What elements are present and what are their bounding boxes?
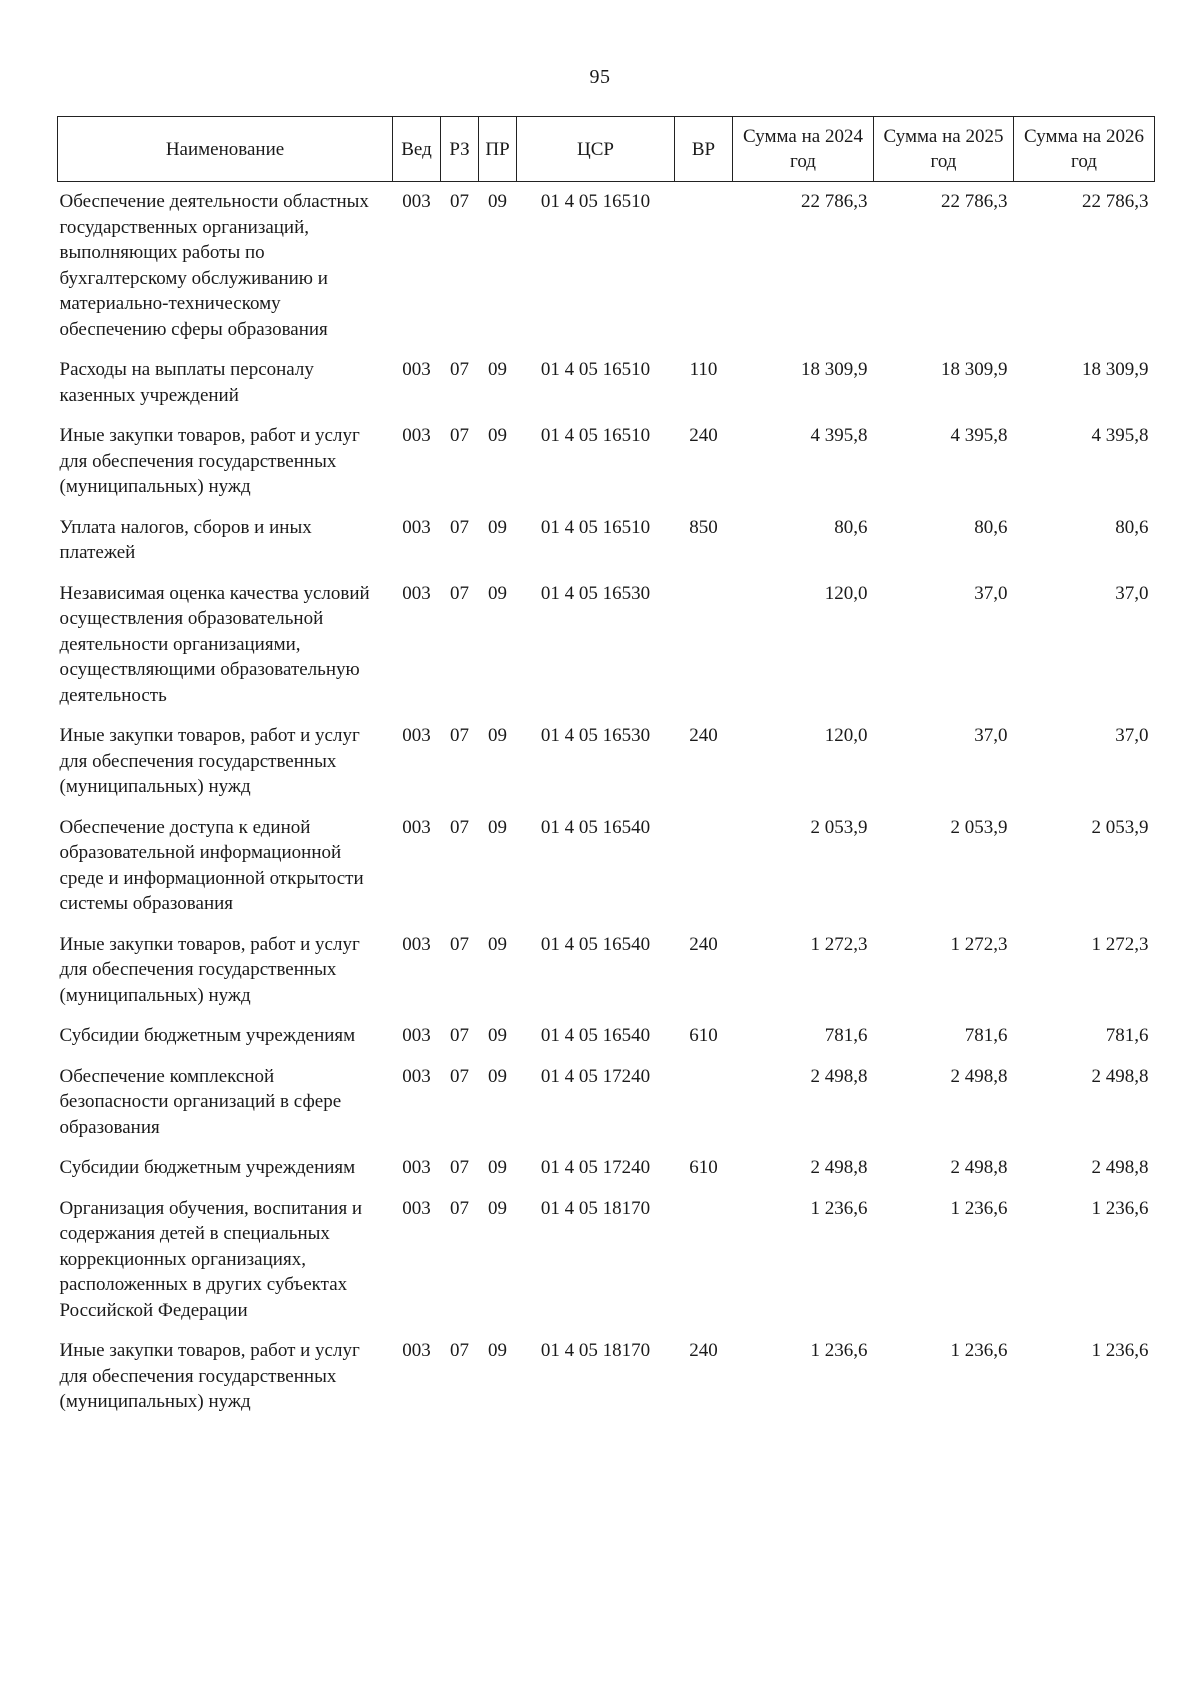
cell-ved: 003 xyxy=(402,1025,431,1046)
cell-sum-2025: 2 498,8 xyxy=(950,1157,1008,1178)
cell-csr: 01 4 05 17240 xyxy=(540,1157,651,1178)
cell-sum-2026: 37,0 xyxy=(1115,582,1149,604)
table-body xyxy=(58,182,1155,1423)
cell-sum-2024: 781,6 xyxy=(824,1025,868,1046)
cell-vr xyxy=(675,808,733,925)
cell-vr: 240 xyxy=(689,725,718,746)
cell-rz: 07 xyxy=(450,516,469,538)
cell-sum-2026: 1 236,6 xyxy=(1091,1340,1149,1361)
cell-csr: 01 4 05 16530 xyxy=(540,582,651,604)
cell-name: Иные закупки товаров, работ и услуг для обеспечения государственных (муниципальных) нужд xyxy=(59,725,360,797)
cell-rz: 07 xyxy=(450,933,469,955)
cell-sum-2026: 22 786,3 xyxy=(1082,191,1149,212)
header-csr: ЦСР xyxy=(517,117,675,182)
cell-pr: 09 xyxy=(488,1025,507,1046)
cell-pr: 09 xyxy=(488,516,507,538)
cell-sum-2025: 1 236,6 xyxy=(950,1340,1008,1361)
cell-csr: 01 4 05 18170 xyxy=(540,1340,651,1361)
cell-vr: 240 xyxy=(689,425,718,446)
table-row xyxy=(58,808,1155,925)
cell-rz: 07 xyxy=(450,359,469,380)
table-row xyxy=(58,416,1155,508)
cell-pr: 09 xyxy=(488,933,507,955)
header-sum-2026: Сумма на 2026 год xyxy=(1014,117,1155,182)
cell-ved: 003 xyxy=(402,816,431,838)
cell-sum-2024: 2 498,8 xyxy=(810,1065,868,1087)
cell-rz: 07 xyxy=(450,816,469,838)
cell-sum-2026: 37,0 xyxy=(1115,725,1149,746)
cell-vr xyxy=(675,1057,733,1149)
cell-sum-2026: 781,6 xyxy=(1105,1025,1149,1046)
cell-csr: 01 4 05 16510 xyxy=(540,425,651,446)
cell-pr: 09 xyxy=(488,191,507,212)
table-row xyxy=(58,1057,1155,1149)
cell-pr: 09 xyxy=(488,359,507,380)
cell-name: Субсидии бюджетным учреждениям xyxy=(59,1025,356,1046)
cell-ved: 003 xyxy=(402,1157,431,1178)
cell-sum-2024: 4 395,8 xyxy=(810,425,868,446)
table-row xyxy=(58,508,1155,574)
cell-sum-2026: 2 498,8 xyxy=(1091,1065,1149,1087)
cell-name: Субсидии бюджетным учреждениям xyxy=(59,1157,356,1178)
cell-ved: 003 xyxy=(402,1340,431,1361)
cell-ved: 003 xyxy=(402,582,431,604)
header-rz: РЗ xyxy=(441,117,479,182)
cell-csr: 01 4 05 16540 xyxy=(540,1025,651,1046)
cell-ved: 003 xyxy=(402,191,431,212)
cell-sum-2024: 2 053,9 xyxy=(810,816,868,838)
cell-vr: 610 xyxy=(689,1025,718,1046)
header-vr: ВР xyxy=(675,117,733,182)
cell-vr xyxy=(675,182,733,351)
cell-sum-2024: 22 786,3 xyxy=(801,191,868,212)
cell-ved: 003 xyxy=(402,725,431,746)
table-row xyxy=(58,1148,1155,1189)
header-name: Наименование xyxy=(58,117,393,182)
cell-sum-2024: 18 309,9 xyxy=(801,359,868,380)
cell-name: Иные закупки товаров, работ и услуг для обеспечения государственных (муниципальных) нужд xyxy=(59,1340,360,1412)
table-row xyxy=(58,574,1155,717)
cell-sum-2026: 2 053,9 xyxy=(1091,816,1149,838)
cell-sum-2025: 37,0 xyxy=(974,582,1008,604)
cell-rz: 07 xyxy=(450,191,469,212)
cell-pr: 09 xyxy=(488,1157,507,1178)
cell-csr: 01 4 05 16540 xyxy=(540,816,651,838)
cell-sum-2025: 1 236,6 xyxy=(950,1197,1008,1219)
cell-sum-2025: 80,6 xyxy=(974,516,1008,538)
table-row xyxy=(58,1016,1155,1057)
cell-sum-2025: 1 272,3 xyxy=(950,933,1008,955)
cell-sum-2026: 18 309,9 xyxy=(1082,359,1149,380)
cell-pr: 09 xyxy=(488,1340,507,1361)
cell-sum-2025: 37,0 xyxy=(974,725,1008,746)
table-row xyxy=(58,925,1155,1017)
cell-csr: 01 4 05 16510 xyxy=(540,191,651,212)
cell-sum-2026: 2 498,8 xyxy=(1091,1157,1149,1178)
cell-rz: 07 xyxy=(450,425,469,446)
cell-name: Организация обучения, воспитания и содержания детей в специальных коррекционных организациях, расположенных в других субъектах Российской Федерации xyxy=(59,1197,363,1321)
cell-sum-2024: 1 272,3 xyxy=(810,933,868,955)
cell-name: Иные закупки товаров, работ и услуг для обеспечения государственных (муниципальных) нужд xyxy=(59,933,360,1006)
cell-sum-2025: 4 395,8 xyxy=(950,425,1008,446)
cell-csr: 01 4 05 16530 xyxy=(540,725,651,746)
cell-ved: 003 xyxy=(402,1065,431,1087)
header-pr: ПР xyxy=(479,117,517,182)
cell-ved: 003 xyxy=(402,516,431,538)
cell-sum-2024: 120,0 xyxy=(824,582,868,604)
cell-rz: 07 xyxy=(450,1197,469,1219)
cell-csr: 01 4 05 16510 xyxy=(540,516,651,538)
cell-vr: 610 xyxy=(689,1157,718,1178)
cell-ved: 003 xyxy=(402,425,431,446)
cell-sum-2024: 120,0 xyxy=(824,725,868,746)
cell-rz: 07 xyxy=(450,1157,469,1178)
cell-ved: 003 xyxy=(402,1197,431,1219)
cell-sum-2026: 1 236,6 xyxy=(1091,1197,1149,1219)
cell-sum-2024: 80,6 xyxy=(834,516,868,538)
cell-name: Расходы на выплаты персоналу казенных учреждений xyxy=(59,359,314,406)
table-row xyxy=(58,1189,1155,1332)
cell-csr: 01 4 05 18170 xyxy=(540,1197,651,1219)
table-row xyxy=(58,350,1155,416)
cell-sum-2024: 1 236,6 xyxy=(810,1197,868,1219)
cell-rz: 07 xyxy=(450,1025,469,1046)
cell-name: Иные закупки товаров, работ и услуг для обеспечения государственных (муниципальных) нужд xyxy=(59,425,360,497)
cell-sum-2026: 1 272,3 xyxy=(1091,933,1149,955)
cell-sum-2026: 4 395,8 xyxy=(1091,425,1149,446)
cell-vr: 110 xyxy=(689,359,718,380)
cell-name: Обеспечение доступа к единой образовательной информационной среде и информационной открытости системы образования xyxy=(59,816,364,914)
header-sum-2025: Сумма на 2025 год xyxy=(874,117,1014,182)
header-sum-2024: Сумма на 2024 год xyxy=(733,117,874,182)
table-header xyxy=(58,117,1155,182)
cell-ved: 003 xyxy=(402,933,431,955)
cell-vr xyxy=(675,574,733,717)
cell-sum-2026: 80,6 xyxy=(1115,516,1149,538)
cell-name: Независимая оценка качества условий осуществления образовательной деятельности организациями, осуществляющими образовательную деятельность xyxy=(59,582,370,706)
cell-name: Обеспечение комплексной безопасности организаций в сфере образования xyxy=(59,1065,342,1138)
cell-pr: 09 xyxy=(488,1197,507,1219)
cell-rz: 07 xyxy=(450,725,469,746)
header-ved: Вед xyxy=(393,117,441,182)
cell-csr: 01 4 05 16540 xyxy=(540,933,651,955)
budget-table xyxy=(57,116,1155,1423)
cell-sum-2025: 22 786,3 xyxy=(941,191,1008,212)
cell-pr: 09 xyxy=(488,1065,507,1087)
cell-rz: 07 xyxy=(450,1065,469,1087)
cell-pr: 09 xyxy=(488,425,507,446)
cell-sum-2025: 18 309,9 xyxy=(941,359,1008,380)
page-number: 95 xyxy=(589,66,611,88)
cell-vr: 850 xyxy=(689,516,718,538)
cell-sum-2025: 2 053,9 xyxy=(950,816,1008,838)
cell-ved: 003 xyxy=(402,359,431,380)
cell-sum-2025: 781,6 xyxy=(964,1025,1008,1046)
cell-csr: 01 4 05 16510 xyxy=(540,359,651,380)
cell-rz: 07 xyxy=(450,1340,469,1361)
cell-rz: 07 xyxy=(450,582,469,604)
cell-pr: 09 xyxy=(488,582,507,604)
cell-csr: 01 4 05 17240 xyxy=(540,1065,651,1087)
cell-vr xyxy=(675,1189,733,1332)
table-row xyxy=(58,182,1155,351)
cell-sum-2024: 2 498,8 xyxy=(810,1157,868,1178)
cell-sum-2024: 1 236,6 xyxy=(810,1340,868,1361)
cell-vr: 240 xyxy=(689,1340,718,1361)
cell-name: Уплата налогов, сборов и иных платежей xyxy=(59,516,312,563)
cell-vr: 240 xyxy=(689,933,718,955)
table-row xyxy=(58,716,1155,808)
cell-name: Обеспечение деятельности областных государственных организаций, выполняющих работы по бухгалтерскому обслуживанию и материально-техническому обеспечению сферы образования xyxy=(59,191,369,340)
table-row xyxy=(58,1331,1155,1423)
cell-sum-2025: 2 498,8 xyxy=(950,1065,1008,1087)
cell-pr: 09 xyxy=(488,816,507,838)
cell-pr: 09 xyxy=(488,725,507,746)
